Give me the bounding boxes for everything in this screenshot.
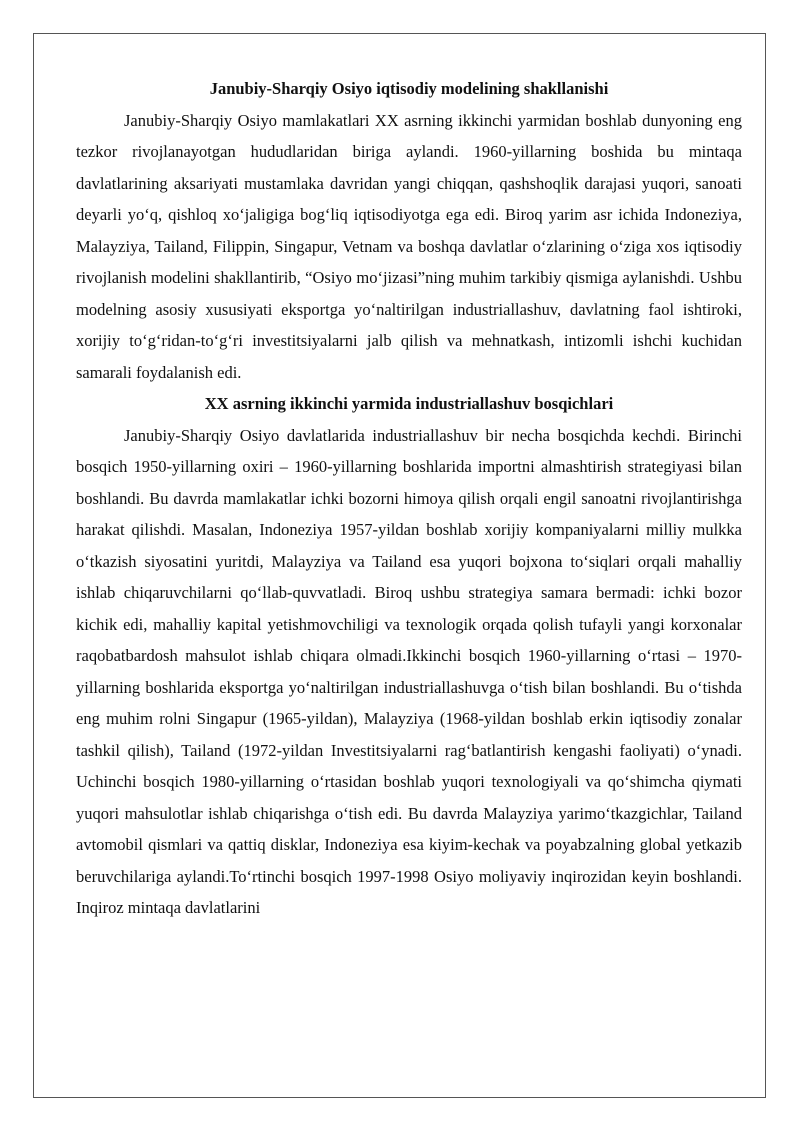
section-heading-economic-model: Janubiy-Sharqiy Osiyo iqtisodiy modelining shakllanishi <box>209 79 609 98</box>
section-heading-industrialization-stages: XX asrning ikkinchi yarmida industriallashuv bosqichlari <box>204 394 614 413</box>
paragraph-industrialization-stages: Janubiy-Sharqiy Osiyo davlatlarida industriallashuv bir necha bosqichda kechdi. Birinchi bosqich 1950-yillarning oxiri – 1960-yillarning boshlarida importni almashtirish strategiyasi bilan boshlandi. Bu davrda mamlakatlar ichki bozorni himoya qilish orqali engil sanoatni rivojlantirishga harakat qilishdi. Masalan, Indoneziya 1957-yildan boshlab xorijiy kompaniyalarni milliy mulkka o‘tkazish siyosatini yuritdi, Malayziya va Tailand esa yuqori bojxona to‘siqlari orqali mahalliy ishlab chiqaruvchilarni qo‘llab-quvvatladi. Biroq ushbu strategiya samara bermadi: ichki bozor kichik edi, mahalliy kapital yetishmovchiligi va texnologik orqada qolish tufayli yangi korxonalar raqobatbardosh mahsulot ishlab chiqara olmadi.Ikkinchi bosqich 1960-yillarning o‘rtasi – 1970-yillarning boshlarida eksportga yo‘naltirilgan industriallashuvga o‘tish bilan boshlandi. Bu o‘tishda eng muhim rolni Singapur (1965-yildan), Malayziya (1968-yildan boshlab erkin iqtisodiy zonalar tashkil qilish), Tailand (1972-yildan Investitsiyalarni rag‘batlantirish kengashi faoliyati) o‘ynadi. Uchinchi bosqich 1980-yillarning o‘rtasidan boshlab yuqori texnologiyali va qo‘shimcha qiymati yuqori mahsulotlar ishlab chiqarishga o‘tish edi. Bu davrda Malayziya yarimo‘tkazgichlar, Tailand avtomobil qismlari va qattiq disklar, Indoneziya esa kiyim-kechak va poyabzalning global yetkazib beruvchilariga aylandi.To‘rtinchi bosqich 1997-1998 Osiyo moliyaviy inqirozidan keyin boshlandi. Inqiroz mintaqa davlatlarini <box>76 425 742 917</box>
document-body <box>76 73 742 924</box>
paragraph-economic-model: Janubiy-Sharqiy Osiyo mamlakatlari XX asrning ikkinchi yarmidan boshlab dunyoning eng tezkor rivojlanayotgan hududlaridan biriga aylandi. 1960-yillarning boshida bu mintaqa davlatlarining aksariyati mustamlaka davridan yangi chiqqan, qashshoqlik darajasi yuqori, sanoati deyarli yo‘q, qishloq xo‘jaligiga bog‘liq iqtisodiyotga ega edi. Biroq yarim asr ichida Indoneziya, Malayziya, Tailand, Filippin, Singapur, Vetnam va boshqa davlatlar o‘zlarining o‘ziga xos iqtisodiy rivojlanish modelini shakllantirib, “Osiyo mo‘jizasi”ning muhim tarkibiy qismiga aylanishdi. Ushbu modelning asosiy xususiyati eksportga yo‘naltirilgan industriallashuv, davlatning faol ishtiroki, xorijiy to‘g‘ridan-to‘g‘ri investitsiyalarni jalb qilish va mehnatkash, intizomli ishchi kuchidan samarali foydalanish edi. <box>76 110 742 382</box>
